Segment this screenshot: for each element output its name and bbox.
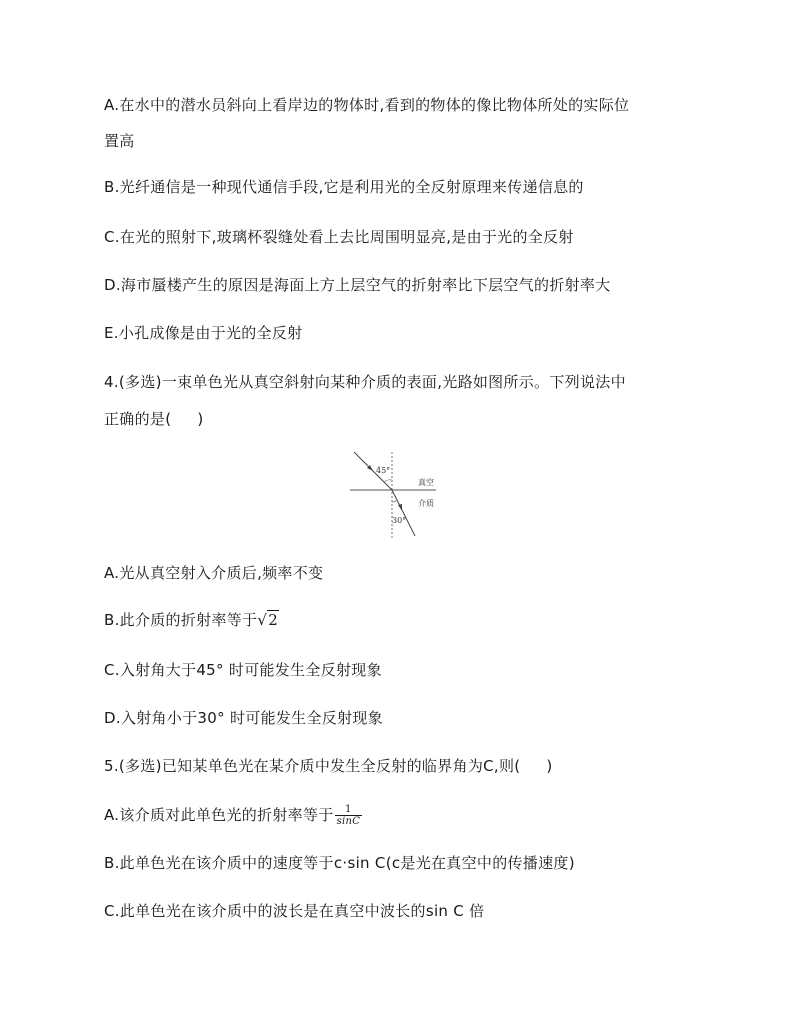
angle-bottom-label: 30° <box>392 516 407 525</box>
q4-option-c: C.入射角大于45° 时可能发生全反射现象 <box>104 661 382 679</box>
q4-option-a: A.光从真空射入介质后,频率不变 <box>104 564 324 582</box>
angle-top-label: 45° <box>376 466 391 475</box>
refracted-ray <box>392 490 415 536</box>
q4-option-b-text: B.此介质的折射率等于 <box>104 611 258 629</box>
vacuum-label: 真空 <box>418 478 434 487</box>
q4-stem-line1: 4.(多选)一束单色光从真空斜射向某种介质的表面,光路如图所示。下列说法中 <box>104 373 626 391</box>
incident-angle-arc <box>384 480 392 482</box>
q3-option-a-line2: 置高 <box>104 132 135 150</box>
q4-stem-line2-prefix: 正确的是( <box>104 410 172 428</box>
q3-option-b: B.光纤通信是一种现代通信手段,它是利用光的全反射原理来传递信息的 <box>104 178 584 196</box>
q5-option-a <box>104 804 362 827</box>
fraction <box>335 804 363 827</box>
q5-stem-prefix: 5.(多选)已知某单色光在某介质中发生全反射的临界角为C,则( <box>104 757 521 775</box>
q4-stem-line2 <box>104 409 204 429</box>
q5-option-b: B.此单色光在该介质中的速度等于c·sin C(c是光在真空中的传播速度) <box>104 854 575 872</box>
q5-option-c: C.此单色光在该介质中的波长是在真空中波长的sin C 倍 <box>104 902 485 920</box>
medium-label: 介质 <box>418 499 434 508</box>
fraction-denominator: sinC <box>336 816 361 827</box>
refraction-angle-arc <box>392 500 397 502</box>
fraction-numerator: 1 <box>335 804 363 816</box>
q5-option-a-text: A.该介质对此单色光的折射率等于 <box>104 806 334 824</box>
q3-option-a-line1: A.在水中的潜水员斜向上看岸边的物体时,看到的物体的像比物体所处的实际位 <box>104 96 630 114</box>
q4-option-d: D.入射角小于30° 时可能发生全反射现象 <box>104 709 383 727</box>
q3-option-c: C.在光的照射下,玻璃杯裂缝处看上去比周围明显亮,是由于光的全反射 <box>104 228 574 246</box>
sqrt-radicand: 2 <box>268 611 279 629</box>
q3-option-d: D.海市蜃楼产生的原因是海面上方上层空气的折射率比下层空气的折射率大 <box>104 276 611 294</box>
sqrt-expression: √2 <box>257 611 279 629</box>
q4-stem-line2-suffix: ) <box>197 410 204 428</box>
q4-option-b <box>104 610 279 630</box>
q5-stem-suffix: ) <box>546 757 553 775</box>
q3-option-e: E.小孔成像是由于光的全反射 <box>104 324 303 342</box>
refracted-arrow-icon <box>398 504 402 511</box>
refraction-diagram <box>348 450 448 542</box>
q5-stem <box>104 756 553 776</box>
